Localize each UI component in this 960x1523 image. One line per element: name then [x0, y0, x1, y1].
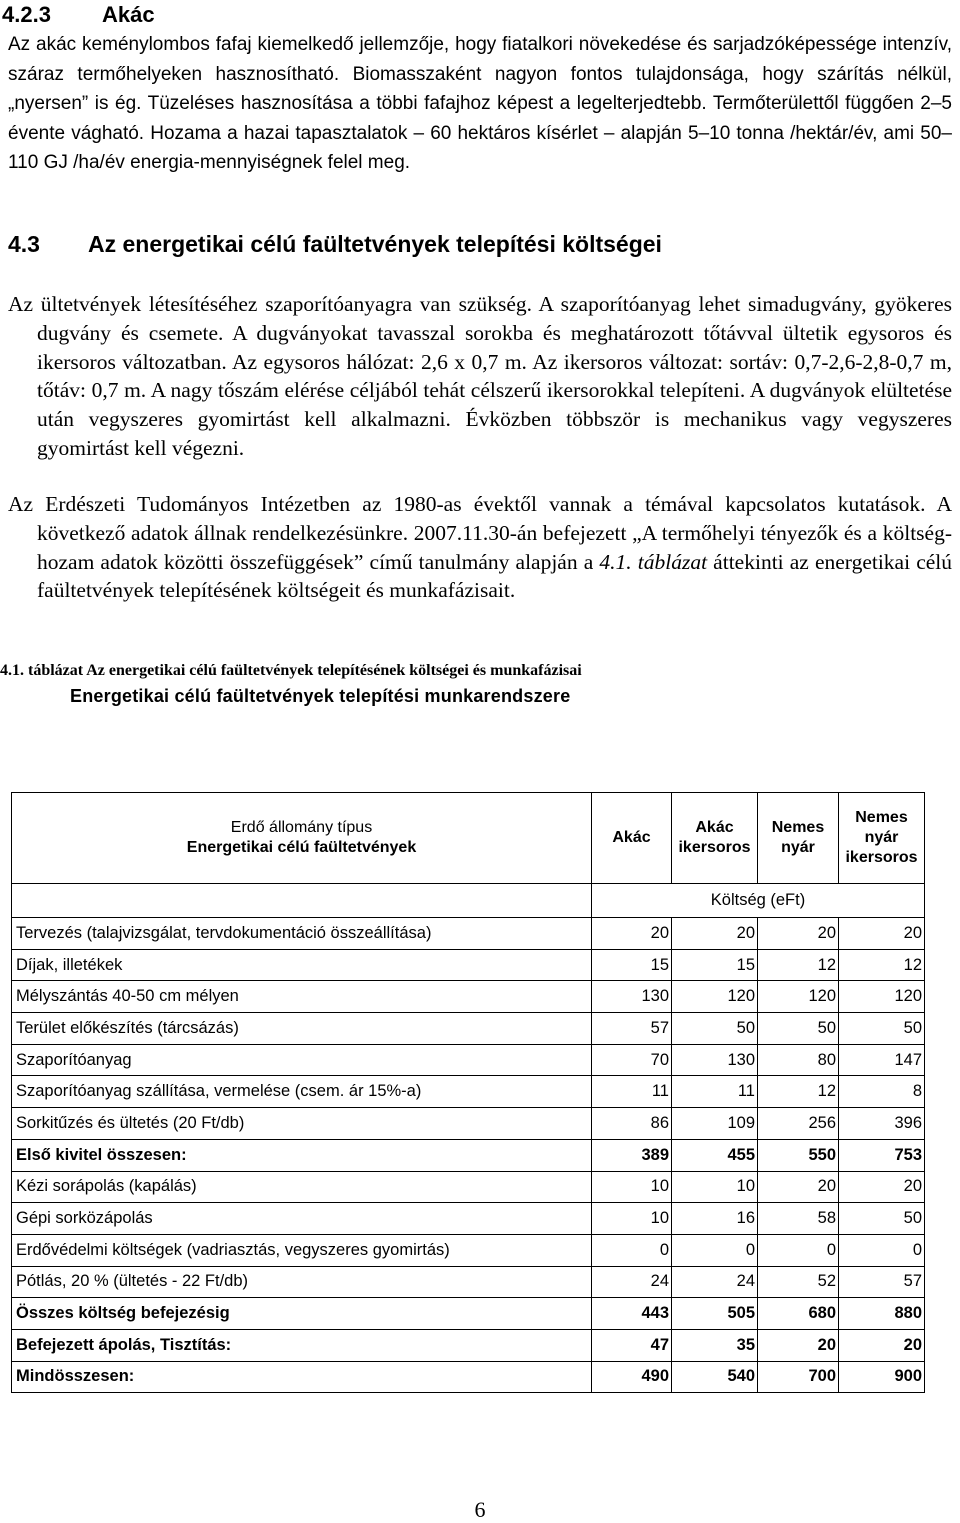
row-value: 550: [758, 1139, 839, 1171]
paragraph-research-body: [8, 490, 952, 605]
row-value: 57: [839, 1266, 925, 1298]
row-value: 35: [672, 1329, 758, 1361]
section-number: 4.2.3: [2, 2, 51, 27]
paragraph-research-start: Az Erdészeti Tudományos Intézetben az 1980-as évektől vannak a témával kapcsolatos kutatások. A következő adatok állnak rendelkezésünkre. 2007.11.30-án befejezett „A termőhelyi tényezők és a költség-hozam adatok közötti összefüggések” című tanulmány alapján a: [8, 492, 952, 574]
row-value: 0: [592, 1234, 672, 1266]
row-value: 20: [758, 1329, 839, 1361]
row-value: 11: [592, 1076, 672, 1108]
row-label: Kézi sorápolás (kapálás): [12, 1171, 592, 1203]
row-label: Gépi sorközápolás: [12, 1203, 592, 1235]
table-row: [12, 1298, 925, 1330]
paragraph-plantation-text: [8, 290, 952, 463]
row-value: 20: [839, 918, 925, 950]
table-row: [12, 1044, 925, 1076]
paragraph-research: [8, 490, 952, 605]
row-label: Terület előkészítés (tárcsázás): [12, 1013, 592, 1045]
row-value: 12: [758, 1076, 839, 1108]
row-value: 20: [758, 1171, 839, 1203]
row-value: 389: [592, 1139, 672, 1171]
row-value: 50: [672, 1013, 758, 1045]
row-value: 130: [672, 1044, 758, 1076]
section-title: Akác: [102, 2, 155, 27]
row-label: Tervezés (talajvizsgálat, tervdokumentáció összeállítása): [12, 918, 592, 950]
row-value: 443: [592, 1298, 672, 1330]
row-value: 10: [672, 1171, 758, 1203]
row-value: 10: [592, 1171, 672, 1203]
row-value: 0: [672, 1234, 758, 1266]
table-header-row: [12, 793, 925, 884]
table-row: [12, 1076, 925, 1108]
row-value: 109: [672, 1108, 758, 1140]
section-number: 4.3: [8, 231, 40, 257]
row-label: Első kivitel összesen:: [12, 1139, 592, 1171]
row-value: 57: [592, 1013, 672, 1045]
row-value: 455: [672, 1139, 758, 1171]
table-row: [12, 1013, 925, 1045]
row-value: 20: [839, 1329, 925, 1361]
unit-blank-cell: [12, 884, 592, 918]
table-caption: 4.1. táblázat Az energetikai célú faültetvények telepítésének költségei és munkafázisai: [0, 662, 582, 679]
row-value: 15: [672, 949, 758, 981]
row-value: 24: [592, 1266, 672, 1298]
row-value: 47: [592, 1329, 672, 1361]
row-value: 120: [758, 981, 839, 1013]
header-col-nemes-nyar: Nemes nyár: [758, 793, 839, 884]
section-heading-costs: [8, 231, 662, 258]
row-value: 505: [672, 1298, 758, 1330]
row-label: Szaporítóanyag: [12, 1044, 592, 1076]
table-unit-row: [12, 884, 925, 918]
row-value: 10: [592, 1203, 672, 1235]
table-row: [12, 1266, 925, 1298]
table-row: [12, 1329, 925, 1361]
row-label: Sorkitűzés és ültetés (20 Ft/db): [12, 1108, 592, 1140]
header-type: [12, 793, 592, 884]
header-col-nemes-nyar-ikersoros: Nemes nyár ikersoros: [839, 793, 925, 884]
row-value: 8: [839, 1076, 925, 1108]
section-title: Az energetikai célú faültetvények telepítési költségei: [88, 231, 662, 257]
row-value: 16: [672, 1203, 758, 1235]
row-value: 700: [758, 1361, 839, 1393]
row-value: 490: [592, 1361, 672, 1393]
row-value: 86: [592, 1108, 672, 1140]
table-row: [12, 1139, 925, 1171]
row-label: Díjak, illetékek: [12, 949, 592, 981]
row-label: Erdővédelmi költségek (vadriasztás, vegyszeres gyomirtás): [12, 1234, 592, 1266]
cost-table: [11, 792, 925, 1393]
row-value: 880: [839, 1298, 925, 1330]
row-value: 130: [592, 981, 672, 1013]
table-row: [12, 1108, 925, 1140]
row-value: 20: [758, 918, 839, 950]
row-label: Mélyszántás 40-50 cm mélyen: [12, 981, 592, 1013]
row-value: 540: [672, 1361, 758, 1393]
header-col-akac: Akác: [592, 793, 672, 884]
paragraph-plantation: [8, 290, 952, 463]
table-subtitle: Energetikai célú faültetvények telepítési munkarendszere: [70, 686, 571, 706]
table-row: [12, 981, 925, 1013]
header-col-akac-ikersoros: Akác ikersoros: [672, 793, 758, 884]
row-label: Befejezett ápolás, Tisztítás:: [12, 1329, 592, 1361]
row-value: 396: [839, 1108, 925, 1140]
table-body: [12, 918, 925, 1393]
row-value: 50: [839, 1013, 925, 1045]
row-value: 20: [839, 1171, 925, 1203]
row-value: 50: [839, 1203, 925, 1235]
row-value: 12: [839, 949, 925, 981]
row-value: 11: [672, 1076, 758, 1108]
row-value: 120: [839, 981, 925, 1013]
table-row: [12, 1234, 925, 1266]
row-value: 0: [839, 1234, 925, 1266]
row-value: 50: [758, 1013, 839, 1045]
unit-label: Költség (eFt): [592, 884, 925, 918]
row-value: 900: [839, 1361, 925, 1393]
paragraph-akac: Az akác keménylombos fafaj kiemelkedő jellemzője, hogy fiatalkori növekedése és sarjadzóképessége intenzív, száraz termőhelyeken hasznosítható. Biomasszaként nagyon fontos tulajdonsága, hogy szárítás nélkül, „nyersen” is ég. Tüzeléses hasznosítása a többi fafajhoz képest a legelterjedtebb. Termőterülettől függően 2–5 évente vágható. Hozama a hazai tapasztalatok – 60 hektáros kísérlet – alapján 5–10 tonna /hektár/év, ami 50–110 GJ /ha/év energia-mennyiségnek felel meg.: [8, 34, 952, 173]
row-value: 753: [839, 1139, 925, 1171]
row-label: Összes költség befejezésig: [12, 1298, 592, 1330]
table-row: [12, 949, 925, 981]
row-value: 20: [672, 918, 758, 950]
section-heading-akac: [2, 2, 155, 28]
row-value: 58: [758, 1203, 839, 1235]
row-value: 680: [758, 1298, 839, 1330]
row-value: 70: [592, 1044, 672, 1076]
row-label: Mindösszesen:: [12, 1361, 592, 1393]
table-reference: 4.1. táblázat: [599, 549, 708, 574]
paragraph-research-end: áttekinti az energetikai célú faültetvények telepítésének költségeit és munkafázisait.: [37, 549, 953, 603]
row-value: 80: [758, 1044, 839, 1076]
row-value: 24: [672, 1266, 758, 1298]
header-type-line1: Erdő állomány típus: [230, 819, 373, 836]
row-label: Szaporítóanyag szállítása, vermelése (csem. ár 15%-a): [12, 1076, 592, 1108]
row-value: 147: [839, 1044, 925, 1076]
row-value: 20: [592, 918, 672, 950]
row-value: 0: [758, 1234, 839, 1266]
row-value: 52: [758, 1266, 839, 1298]
table-row: [12, 1361, 925, 1393]
row-value: 15: [592, 949, 672, 981]
row-value: 256: [758, 1108, 839, 1140]
table-row: [12, 918, 925, 950]
row-value: 120: [672, 981, 758, 1013]
paragraph-plantation-body: Az ültetvények létesítéséhez szaporítóanyagra van szükség. A szaporítóanyag lehet simadugvány, gyökeres dugvány és csemete. A dugványokat tavasszal sorokba és meghatározott tőtávval ültetik egysoros és ikersoros változatban. Az egysoros hálózat: 2,6 x 0,7 m. Az ikersoros változat: sortáv: 0,7-2,6-2,8-0,7 m, tőtáv: 0,7 m. A nagy tőszám elérése céljából tehát célszerű ikersorokkal telepíteni. A dugványok elültetése után vegyszeres gyomirtást kell alkalmazni. Évközben többször is mechanikus vagy vegyszeres gyomirtást kell végezni.: [8, 292, 952, 460]
table-row: [12, 1203, 925, 1235]
header-type-line2: Energetikai célú faültetvények: [186, 839, 417, 856]
row-value: 12: [758, 949, 839, 981]
table-row: [12, 1171, 925, 1203]
row-label: Pótlás, 20 % (ültetés - 22 Ft/db): [12, 1266, 592, 1298]
page-number: 6: [474, 1497, 486, 1522]
